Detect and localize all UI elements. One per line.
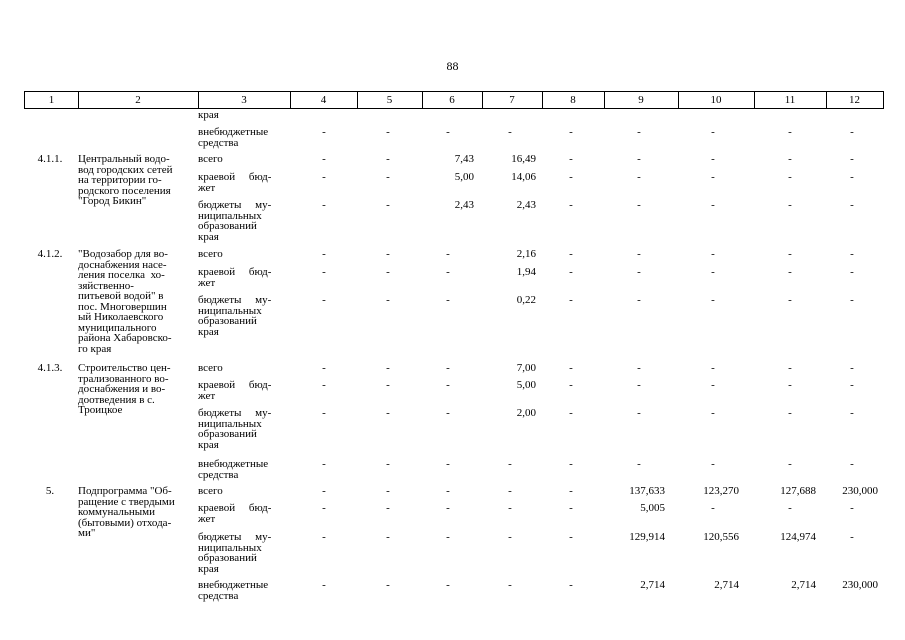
cell-col-6: - [446,379,450,391]
continued-label: края [198,109,219,121]
cell-col-4: - [322,248,326,260]
cell-col-11: - [788,171,792,183]
cell-col-9: - [637,266,641,278]
cell-col-8: - [569,171,573,183]
row-funding-source: внебюджетные средства [198,458,269,481]
header-col-6: 6 [449,94,455,106]
cell-col-10: - [711,126,715,138]
cell-col-6: - [446,458,450,470]
cell-col-8: - [569,248,573,260]
cell-col-5: - [386,362,390,374]
cell-col-6: - [446,407,450,419]
cell-col-10: - [711,294,715,306]
cell-col-11: 127,688 [780,485,816,497]
header-col-1: 1 [48,94,55,106]
cell-col-5: - [386,458,390,470]
cell-col-7: - [508,579,512,591]
cell-col-9: - [637,362,641,374]
cell-col-4: - [322,579,326,591]
cell-col-4: - [322,171,326,183]
cell-col-11: - [788,294,792,306]
cell-col-5: - [386,407,390,419]
cell-col-10: - [711,171,715,183]
cell-col-6: - [446,248,450,260]
row-funding-source: внебюджетные средства [198,579,269,602]
cell-col-11: - [788,199,792,211]
cell-col-5: - [386,579,390,591]
cell-col-6: - [446,531,450,543]
cell-col-5: - [386,248,390,260]
cell-col-4: - [322,294,326,306]
cell-col-10: - [711,458,715,470]
cell-col-12: - [850,294,854,306]
cell-col-12: - [850,126,854,138]
row-funding-source: бюджеты му- ниципальных образований края [198,199,272,243]
cell-col-5: - [386,379,390,391]
row-number: 4.1.3. [37,362,63,374]
row-name: "Водозабор для во- доснабжения насе- ления поселка хо- зяйственно- питьевой водой" в пос. Многовершин ый Николаевского муниципального района Хабаровско- го края [78,248,172,355]
cell-col-11: - [788,407,792,419]
cell-col-10: - [711,407,715,419]
cell-col-8: - [569,579,573,591]
cell-col-12: 230,000 [842,579,878,591]
cell-col-11: - [788,153,792,165]
cell-col-4: - [322,379,326,391]
cell-col-4: - [322,485,326,497]
cell-col-8: - [569,362,573,374]
cell-col-8: - [569,199,573,211]
cell-col-10: 2,714 [714,579,739,591]
cell-col-7: 5,00 [516,379,536,391]
cell-col-12: - [850,153,854,165]
header-col-11: 11 [784,94,796,106]
header-col-5: 5 [386,94,393,106]
cell-col-5: - [386,502,390,514]
row-funding-source: бюджеты му- ниципальных образований края [198,407,272,451]
row-number: 4.1.1. [37,153,63,165]
cell-col-7: - [508,531,512,543]
cell-col-9: - [637,126,641,138]
cell-col-5: - [386,294,390,306]
cell-col-7: - [508,485,512,497]
cell-col-11: - [788,379,792,391]
header-col-10: 10 [710,94,722,106]
cell-col-12: - [850,266,854,278]
cell-col-6: - [446,362,450,374]
header-col-2: 2 [135,94,141,106]
cell-col-6: 7,43 [454,153,474,165]
cell-col-5: - [386,531,390,543]
cell-col-4: - [322,199,326,211]
cell-col-7: 7,00 [516,362,536,374]
cell-col-5: - [386,199,390,211]
cell-col-10: - [711,379,715,391]
page-number: 88 [446,59,459,73]
row-funding-source: краевой бюд- жет [198,266,272,289]
cell-col-12: - [850,248,854,260]
cell-col-5: - [386,126,390,138]
cell-col-9: - [637,294,641,306]
cell-col-7: - [508,502,512,514]
cell-col-11: - [788,362,792,374]
cell-col-8: - [569,531,573,543]
cell-col-7: 16,49 [511,153,536,165]
row-number: 5. [45,485,55,497]
row-funding-source: внебюджетные средства [198,126,269,149]
cell-col-12: - [850,458,854,470]
row-funding-source: всего [198,153,223,165]
cell-col-11: 2,714 [791,579,816,591]
row-funding-source: всего [198,485,223,497]
cell-col-8: - [569,407,573,419]
cell-col-9: 2,714 [640,579,665,591]
row-funding-source: краевой бюд- жет [198,171,272,194]
cell-col-5: - [386,266,390,278]
row-number: 4.1.2. [37,248,63,260]
cell-col-11: - [788,266,792,278]
cell-col-6: - [446,126,450,138]
row-funding-source: краевой бюд- жет [198,502,272,525]
cell-col-6: 2,43 [454,199,474,211]
cell-col-10: - [711,362,715,374]
cell-col-10: 123,270 [703,485,739,497]
cell-col-5: - [386,485,390,497]
cell-col-4: - [322,502,326,514]
cell-col-4: - [322,407,326,419]
cell-col-10: - [711,266,715,278]
cell-col-6: - [446,579,450,591]
cell-col-10: - [711,248,715,260]
cell-col-12: - [850,362,854,374]
row-funding-source: всего [198,248,223,260]
cell-col-8: - [569,153,573,165]
cell-col-7: 0,22 [516,294,536,306]
cell-col-12: 230,000 [842,485,878,497]
cell-col-12: - [850,199,854,211]
cell-col-7: 14,06 [511,171,536,183]
header-col-3: 3 [241,94,247,106]
row-name: Подпрограмма "Об- ращение с твердыми коммунальными (бытовыми) отхода- ми" [78,485,175,539]
cell-col-12: - [850,407,854,419]
row-funding-source: бюджеты му- ниципальных образований края [198,294,272,338]
cell-col-12: - [850,531,854,543]
cell-col-11: - [788,458,792,470]
cell-col-7: - [508,126,512,138]
cell-col-10: 120,556 [703,531,739,543]
cell-col-9: 137,633 [629,485,665,497]
cell-col-4: - [322,531,326,543]
cell-col-11: - [788,248,792,260]
cell-col-7: 2,16 [516,248,536,260]
cell-col-8: - [569,294,573,306]
cell-col-4: - [322,126,326,138]
cell-col-9: - [637,199,641,211]
cell-col-5: - [386,153,390,165]
cell-col-8: - [569,458,573,470]
cell-col-9: 5,005 [640,502,665,514]
cell-col-11: 124,974 [780,531,816,543]
cell-col-4: - [322,458,326,470]
cell-col-12: - [850,171,854,183]
cell-col-6: 5,00 [454,171,474,183]
header-col-12: 12 [849,94,860,106]
cell-col-12: - [850,379,854,391]
cell-col-8: - [569,126,573,138]
cell-col-9: - [637,153,641,165]
cell-col-9: - [637,171,641,183]
row-funding-source: всего [198,362,223,374]
cell-col-10: - [711,153,715,165]
cell-col-8: - [569,502,573,514]
cell-col-9: - [637,248,641,260]
cell-col-10: - [711,199,715,211]
table-header [24,91,884,109]
cell-col-7: 2,43 [516,199,536,211]
row-name: Центральный водо- вод городских сетей на территории го- родского поселения "Город Бикин" [78,153,173,207]
row-name: Строительство цен- трализованного во- доснабжения и во- доотведения в с. Троицкое [78,362,171,416]
header-col-7: 7 [509,94,515,106]
cell-col-4: - [322,266,326,278]
cell-col-8: - [569,379,573,391]
cell-col-8: - [569,266,573,278]
header-col-4: 4 [320,94,327,106]
row-funding-source: краевой бюд- жет [198,379,272,402]
cell-col-8: - [569,485,573,497]
header-col-8: 8 [570,94,576,106]
cell-col-7: 1,94 [516,266,536,278]
cell-col-5: - [386,171,390,183]
cell-col-6: - [446,485,450,497]
cell-col-11: - [788,502,792,514]
cell-col-7: 2,00 [516,407,536,419]
cell-col-4: - [322,153,326,165]
cell-col-4: - [322,362,326,374]
header-col-9: 9 [638,94,644,106]
cell-col-9: 129,914 [629,531,665,543]
row-funding-source: бюджеты му- ниципальных образований края [198,531,272,575]
cell-col-6: - [446,502,450,514]
cell-col-9: - [637,458,641,470]
cell-col-6: - [446,266,450,278]
cell-col-7: - [508,458,512,470]
cell-col-9: - [637,379,641,391]
cell-col-11: - [788,126,792,138]
cell-col-9: - [637,407,641,419]
cell-col-12: - [850,502,854,514]
cell-col-6: - [446,294,450,306]
cell-col-10: - [711,502,715,514]
